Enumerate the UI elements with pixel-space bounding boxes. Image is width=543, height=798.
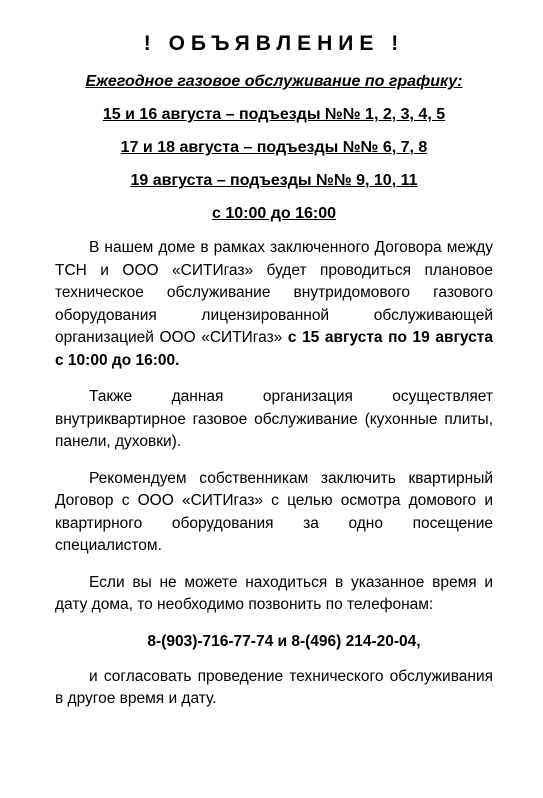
- paragraph-call-instructions: Если вы не можете находиться в указанное время и дату дома, то необходимо позвонить по телефонам:: [55, 573, 493, 613]
- paragraph-reschedule: и согласовать проведение технического обслуживания в другое время и дату.: [55, 667, 493, 707]
- paragraph-apartment-service: Также данная организация осуществляет внутриквартирное газовое обслуживание (кухонные плиты, панели, духовки).: [55, 388, 493, 450]
- schedule-line-2: 17 и 18 августа – подъезды №№ 6, 7, 8: [120, 139, 428, 156]
- schedule-line-1: 15 и 16 августа – подъезды №№ 1, 2, 3, 4, 5: [102, 106, 446, 123]
- paragraph-contract: [55, 237, 493, 372]
- paragraph-contract-dates: с 15 августа по 19 августа с 10:00 до 16:00.: [55, 329, 493, 369]
- paragraph-recommendation: Рекомендуем собственникам заключить квартирный Договор с ООО «СИТИгаз» с целью осмотра домового и квартирного оборудования за одно посещение специалистом.: [55, 469, 493, 554]
- notice-subtitle: Ежегодное газовое обслуживание по графику:: [85, 73, 463, 90]
- notice-page: [0, 30, 543, 798]
- notice-title: ! ОБЪЯВЛЕНИЕ !: [143, 32, 405, 55]
- schedule-line-3: 19 августа – подъезды №№ 9, 10, 11: [130, 172, 418, 189]
- schedule-time: с 10:00 до 16:00: [211, 205, 336, 222]
- phone-numbers: 8-(903)-716-77-74 и 8-(496) 214-20-04,: [147, 632, 421, 650]
- paragraph-contract-text: В нашем доме в рамках заключенного Договора между ТСН и ООО «СИТИгаз» будет проводиться плановое техническое обслуживание внутридомового газового оборудования лицензированной обслуживающей организацией ООО «СИТИгаз»: [55, 239, 493, 346]
